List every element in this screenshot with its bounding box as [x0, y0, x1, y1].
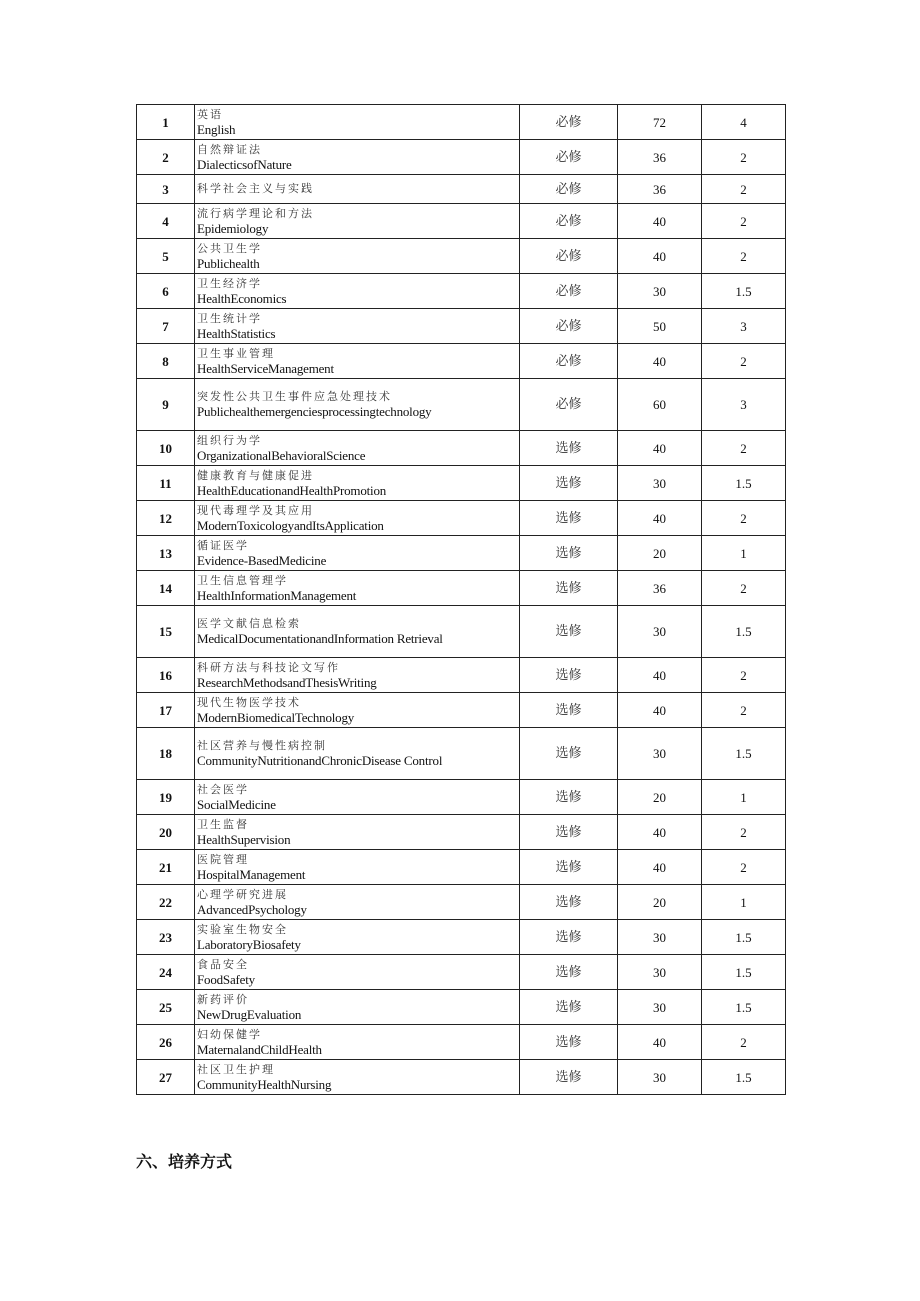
- course-name-cell: [195, 990, 520, 1025]
- course-name-cell: [195, 309, 520, 344]
- course-name-zh: 自然辩证法: [197, 142, 262, 156]
- course-type: 选修: [520, 658, 618, 693]
- course-name-zh: 医学文献信息检索: [197, 617, 301, 630]
- course-type: 选修: [520, 850, 618, 885]
- course-credit: 2: [702, 693, 786, 728]
- course-name-zh: 社区营养与慢性病控制: [197, 739, 327, 752]
- course-type: 选修: [520, 885, 618, 920]
- course-credit: 1.5: [702, 466, 786, 501]
- course-row: [137, 850, 786, 885]
- course-name-en: LaboratoryBiosafety: [197, 936, 301, 952]
- course-number: 2: [137, 140, 195, 175]
- course-number: 11: [137, 466, 195, 501]
- course-hours: 36: [618, 175, 702, 204]
- course-number: 8: [137, 344, 195, 379]
- course-type: 必修: [520, 105, 618, 140]
- course-credit: 3: [702, 379, 786, 431]
- course-number: 22: [137, 885, 195, 920]
- course-row: [137, 309, 786, 344]
- course-name-zh: 英语: [197, 107, 223, 121]
- course-type: 必修: [520, 379, 618, 431]
- course-hours: 36: [618, 571, 702, 606]
- course-number: 1: [137, 105, 195, 140]
- course-credit: 2: [702, 175, 786, 204]
- course-hours: 36: [618, 140, 702, 175]
- course-row: [137, 379, 786, 431]
- course-credit: 2: [702, 239, 786, 274]
- course-credit: 2: [702, 344, 786, 379]
- course-name-zh: 社会医学: [197, 782, 249, 796]
- course-name-cell: [195, 1025, 520, 1060]
- course-name-zh: 循证医学: [197, 538, 249, 552]
- course-name-en: NewDrugEvaluation: [197, 1006, 302, 1022]
- course-hours: 40: [618, 815, 702, 850]
- course-type: 必修: [520, 175, 618, 204]
- course-number: 5: [137, 239, 195, 274]
- course-row: [137, 815, 786, 850]
- course-row: [137, 501, 786, 536]
- course-number: 17: [137, 693, 195, 728]
- course-hours: 20: [618, 536, 702, 571]
- course-name-cell: [195, 693, 520, 728]
- course-row: [137, 920, 786, 955]
- course-type: 选修: [520, 920, 618, 955]
- course-number: 26: [137, 1025, 195, 1060]
- course-hours: 40: [618, 239, 702, 274]
- course-credit: 3: [702, 309, 786, 344]
- course-credit: 1.5: [702, 1060, 786, 1095]
- course-name-cell: [195, 344, 520, 379]
- course-credit: 2: [702, 204, 786, 239]
- course-hours: 20: [618, 885, 702, 920]
- course-name-zh: 卫生经济学: [197, 276, 262, 290]
- course-hours: 40: [618, 693, 702, 728]
- course-number: 7: [137, 309, 195, 344]
- course-name-en: Epidemiology: [197, 220, 269, 236]
- course-type: 选修: [520, 955, 618, 990]
- course-credit: 2: [702, 850, 786, 885]
- course-name-cell: [195, 658, 520, 693]
- course-number: 4: [137, 204, 195, 239]
- course-name-zh: 医院管理: [197, 852, 249, 866]
- course-number: 18: [137, 728, 195, 780]
- course-name-cell: [195, 379, 520, 431]
- course-name-cell: [195, 815, 520, 850]
- course-name-en: DialecticsofNature: [197, 156, 292, 172]
- course-name-zh: 健康教育与健康促进: [197, 468, 314, 482]
- course-number: 3: [137, 175, 195, 204]
- course-type: 选修: [520, 693, 618, 728]
- course-credit: 1: [702, 885, 786, 920]
- course-name-cell: [195, 105, 520, 140]
- course-row: [137, 1060, 786, 1095]
- course-credit: 4: [702, 105, 786, 140]
- course-type: 选修: [520, 536, 618, 571]
- course-type: 选修: [520, 431, 618, 466]
- course-row: [137, 204, 786, 239]
- course-hours: 20: [618, 780, 702, 815]
- course-credit: 1.5: [702, 606, 786, 658]
- course-number: 13: [137, 536, 195, 571]
- course-name-en: ModernBiomedicalTechnology: [197, 709, 355, 725]
- course-hours: 30: [618, 728, 702, 780]
- course-name-cell: [195, 728, 520, 780]
- course-name-en: HospitalManagement: [197, 866, 306, 882]
- course-hours: 50: [618, 309, 702, 344]
- course-name-en: Evidence-BasedMedicine: [197, 552, 327, 568]
- course-type: 选修: [520, 606, 618, 658]
- course-type: 选修: [520, 1025, 618, 1060]
- course-number: 21: [137, 850, 195, 885]
- course-number: 14: [137, 571, 195, 606]
- course-credit: 2: [702, 1025, 786, 1060]
- course-hours: 40: [618, 1025, 702, 1060]
- course-name-cell: [195, 431, 520, 466]
- course-name-zh: 妇幼保健学: [197, 1027, 262, 1041]
- section-heading: 六、培养方式: [136, 1152, 233, 1171]
- course-credit: 2: [702, 140, 786, 175]
- course-type: 必修: [520, 140, 618, 175]
- course-name-cell: [195, 536, 520, 571]
- course-name-zh: 新药评价: [197, 992, 249, 1006]
- course-number: 25: [137, 990, 195, 1025]
- course-name-zh: 卫生监督: [197, 817, 249, 831]
- course-row: [137, 239, 786, 274]
- course-number: 12: [137, 501, 195, 536]
- course-hours: 30: [618, 955, 702, 990]
- course-hours: 60: [618, 379, 702, 431]
- course-hours: 40: [618, 850, 702, 885]
- course-credit: 2: [702, 431, 786, 466]
- course-name-cell: [195, 850, 520, 885]
- course-name-cell: [195, 1060, 520, 1095]
- course-name-en: SocialMedicine: [197, 796, 276, 812]
- course-name-en: HealthServiceManagement: [197, 360, 334, 376]
- course-name-cell: [195, 955, 520, 990]
- course-name-zh: 流行病学理论和方法: [197, 206, 314, 220]
- course-name-zh: 公共卫生学: [197, 241, 262, 255]
- course-name-zh: 卫生统计学: [197, 311, 262, 325]
- course-row: [137, 571, 786, 606]
- course-number: 27: [137, 1060, 195, 1095]
- course-name-cell: [195, 175, 520, 204]
- course-type: 选修: [520, 571, 618, 606]
- course-hours: 40: [618, 501, 702, 536]
- course-name-zh: 现代生物医学技术: [197, 695, 301, 709]
- course-number: 24: [137, 955, 195, 990]
- course-hours: 30: [618, 990, 702, 1025]
- course-type: 选修: [520, 501, 618, 536]
- course-number: 20: [137, 815, 195, 850]
- course-number: 6: [137, 274, 195, 309]
- course-hours: 30: [618, 1060, 702, 1095]
- course-name-cell: [195, 920, 520, 955]
- course-type: 选修: [520, 780, 618, 815]
- course-credit: 1.5: [702, 728, 786, 780]
- course-name-cell: [195, 204, 520, 239]
- course-name-en: ResearchMethodsandThesisWriting: [197, 674, 377, 690]
- course-number: 19: [137, 780, 195, 815]
- course-credit: 2: [702, 658, 786, 693]
- course-credit: 1: [702, 536, 786, 571]
- course-name-zh: 卫生信息管理学: [197, 573, 288, 587]
- course-credit: 1.5: [702, 990, 786, 1025]
- course-type: 必修: [520, 204, 618, 239]
- course-name-cell: [195, 501, 520, 536]
- course-name-en: HealthInformationManagement: [197, 587, 357, 603]
- course-name-en: MaternalandChildHealth: [197, 1041, 322, 1057]
- course-name-cell: [195, 606, 520, 658]
- course-name-zh: 卫生事业管理: [197, 346, 275, 360]
- course-row: [137, 780, 786, 815]
- course-name-en: HealthEducationandHealthPromotion: [197, 482, 387, 498]
- course-name-zh: 现代毒理学及其应用: [197, 503, 314, 517]
- course-row: [137, 536, 786, 571]
- course-name-en: FoodSafety: [197, 971, 255, 987]
- course-name-cell: [195, 274, 520, 309]
- course-credit: 1.5: [702, 920, 786, 955]
- course-row: [137, 175, 786, 204]
- course-hours: 30: [618, 606, 702, 658]
- course-name-zh: 心理学研究进展: [197, 887, 288, 901]
- course-name-cell: [195, 466, 520, 501]
- course-row: [137, 466, 786, 501]
- course-number: 15: [137, 606, 195, 658]
- course-name-zh: 食品安全: [197, 957, 249, 971]
- course-type: 选修: [520, 466, 618, 501]
- course-hours: 72: [618, 105, 702, 140]
- course-hours: 40: [618, 344, 702, 379]
- course-type: 选修: [520, 990, 618, 1025]
- course-number: 23: [137, 920, 195, 955]
- course-name-cell: [195, 140, 520, 175]
- course-name-en: CommunityNutritionandChronicDisease Control: [197, 753, 443, 768]
- course-table: [136, 104, 786, 1095]
- course-number: 10: [137, 431, 195, 466]
- course-name-zh: 社区卫生护理: [197, 1062, 275, 1076]
- course-table-body: [137, 105, 786, 1095]
- course-name-cell: [195, 780, 520, 815]
- course-name-en: OrganizationalBehavioralScience: [197, 447, 366, 463]
- course-credit: 1.5: [702, 274, 786, 309]
- course-credit: 2: [702, 571, 786, 606]
- course-name-en: HealthEconomics: [197, 290, 287, 306]
- course-row: [137, 105, 786, 140]
- course-name-en: English: [197, 121, 236, 137]
- course-name-zh: 组织行为学: [197, 433, 262, 447]
- course-name-en: Publichealth: [197, 255, 260, 271]
- course-type: 必修: [520, 274, 618, 309]
- course-type: 选修: [520, 1060, 618, 1095]
- course-name-en: Publichealthemergenciesprocessingtechnology: [197, 404, 432, 419]
- course-row: [137, 990, 786, 1025]
- course-row: [137, 140, 786, 175]
- course-name-cell: [195, 885, 520, 920]
- course-name-en: ModernToxicologyandItsApplication: [197, 517, 384, 533]
- course-hours: 40: [618, 431, 702, 466]
- course-type: 必修: [520, 239, 618, 274]
- course-name-en: MedicalDocumentationandInformation Retrieval: [197, 631, 443, 646]
- course-name-en: CommunityHealthNursing: [197, 1076, 332, 1092]
- course-name-zh: 科研方法与科技论文写作: [197, 660, 340, 674]
- course-credit: 2: [702, 501, 786, 536]
- course-row: [137, 431, 786, 466]
- course-hours: 40: [618, 658, 702, 693]
- course-name-zh: 科学社会主义与实践: [197, 182, 314, 195]
- course-name-en: AdvancedPsychology: [197, 901, 307, 917]
- course-credit: 1.5: [702, 955, 786, 990]
- course-row: [137, 606, 786, 658]
- course-name-en: HealthStatistics: [197, 325, 276, 341]
- course-row: [137, 885, 786, 920]
- course-hours: 30: [618, 466, 702, 501]
- course-row: [137, 344, 786, 379]
- course-type: 选修: [520, 815, 618, 850]
- course-name-zh: 突发性公共卫生事件应急处理技术: [197, 390, 392, 403]
- course-row: [137, 955, 786, 990]
- course-row: [137, 1025, 786, 1060]
- course-name-en: HealthSupervision: [197, 831, 291, 847]
- course-row: [137, 693, 786, 728]
- course-name-cell: [195, 571, 520, 606]
- course-name-cell: [195, 239, 520, 274]
- course-credit: 1: [702, 780, 786, 815]
- course-hours: 30: [618, 920, 702, 955]
- course-number: 16: [137, 658, 195, 693]
- course-name-zh: 实验室生物安全: [197, 922, 288, 936]
- course-row: [137, 728, 786, 780]
- course-row: [137, 274, 786, 309]
- course-row: [137, 658, 786, 693]
- course-type: 选修: [520, 728, 618, 780]
- course-type: 必修: [520, 344, 618, 379]
- course-credit: 2: [702, 815, 786, 850]
- course-number: 9: [137, 379, 195, 431]
- course-hours: 40: [618, 204, 702, 239]
- course-hours: 30: [618, 274, 702, 309]
- course-type: 必修: [520, 309, 618, 344]
